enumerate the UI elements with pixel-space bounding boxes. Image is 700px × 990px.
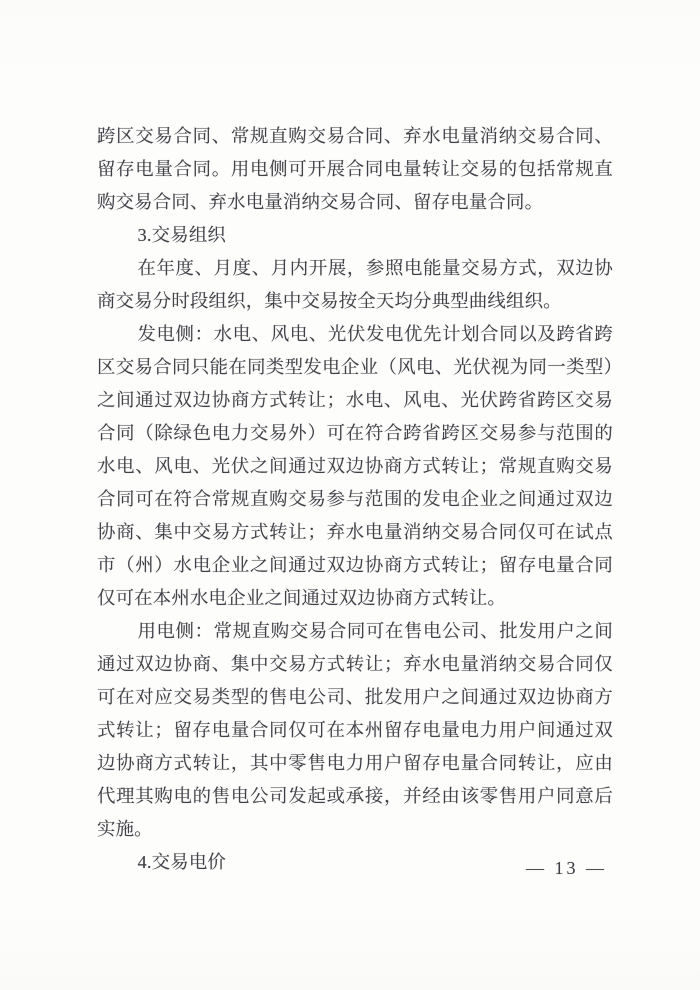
section-heading: 3.交易组织 [137,225,227,245]
page-number: — 13 — [526,858,607,878]
paragraph: 用电侧：常规直购交易合同可在售电公司、批发用户之间通过双边协商、集中交易方式转让；弃水电量消纳交易合同仅可在对应交易类型的售电公司、批发用户之间通过双边协商方式转让；留存电量合同仅可在本州留存电量电力用户间通过双边协商方式转让，其中零售电力用户留存电量合同转让，应由代理其购电的售电公司发起或承接，并经由该零售用户同意后实施。 [97,621,613,839]
paragraph: 发电侧：水电、风电、光伏发电优先计划合同以及跨省跨区交易合同只能在同类型发电企业（风电、光伏视为同一类型）之间通过双边协商方式转让；水电、风电、光伏跨省跨区交易合同（除绿色电力交易外）可在符合跨省跨区交易参与范围的水电、风电、光伏之间通过双边协商方式转让；常规直购交易合同可在符合常规直购交易参与范围的发电企业之间通过双边协商、集中交易方式转让；弃水电量消纳交易合同仅可在试点市（州）水电企业之间通过双边协商方式转让；留存电量合同仅可在本州水电企业之间通过双边协商方式转让。 [97,324,613,608]
paragraph: 跨区交易合同、常规直购交易合同、弃水电量消纳交易合同、留存电量合同。用电侧可开展合同电量转让交易的包括常规直购交易合同、弃水电量消纳交易合同、留存电量合同。 [97,126,613,212]
section-heading: 4.交易电价 [137,852,227,872]
document-body [97,120,613,879]
paragraph: 在年度、月度、月内开展，参照电能量交易方式，双边协商交易分时段组织，集中交易按全天均分典型曲线组织。 [97,258,613,311]
